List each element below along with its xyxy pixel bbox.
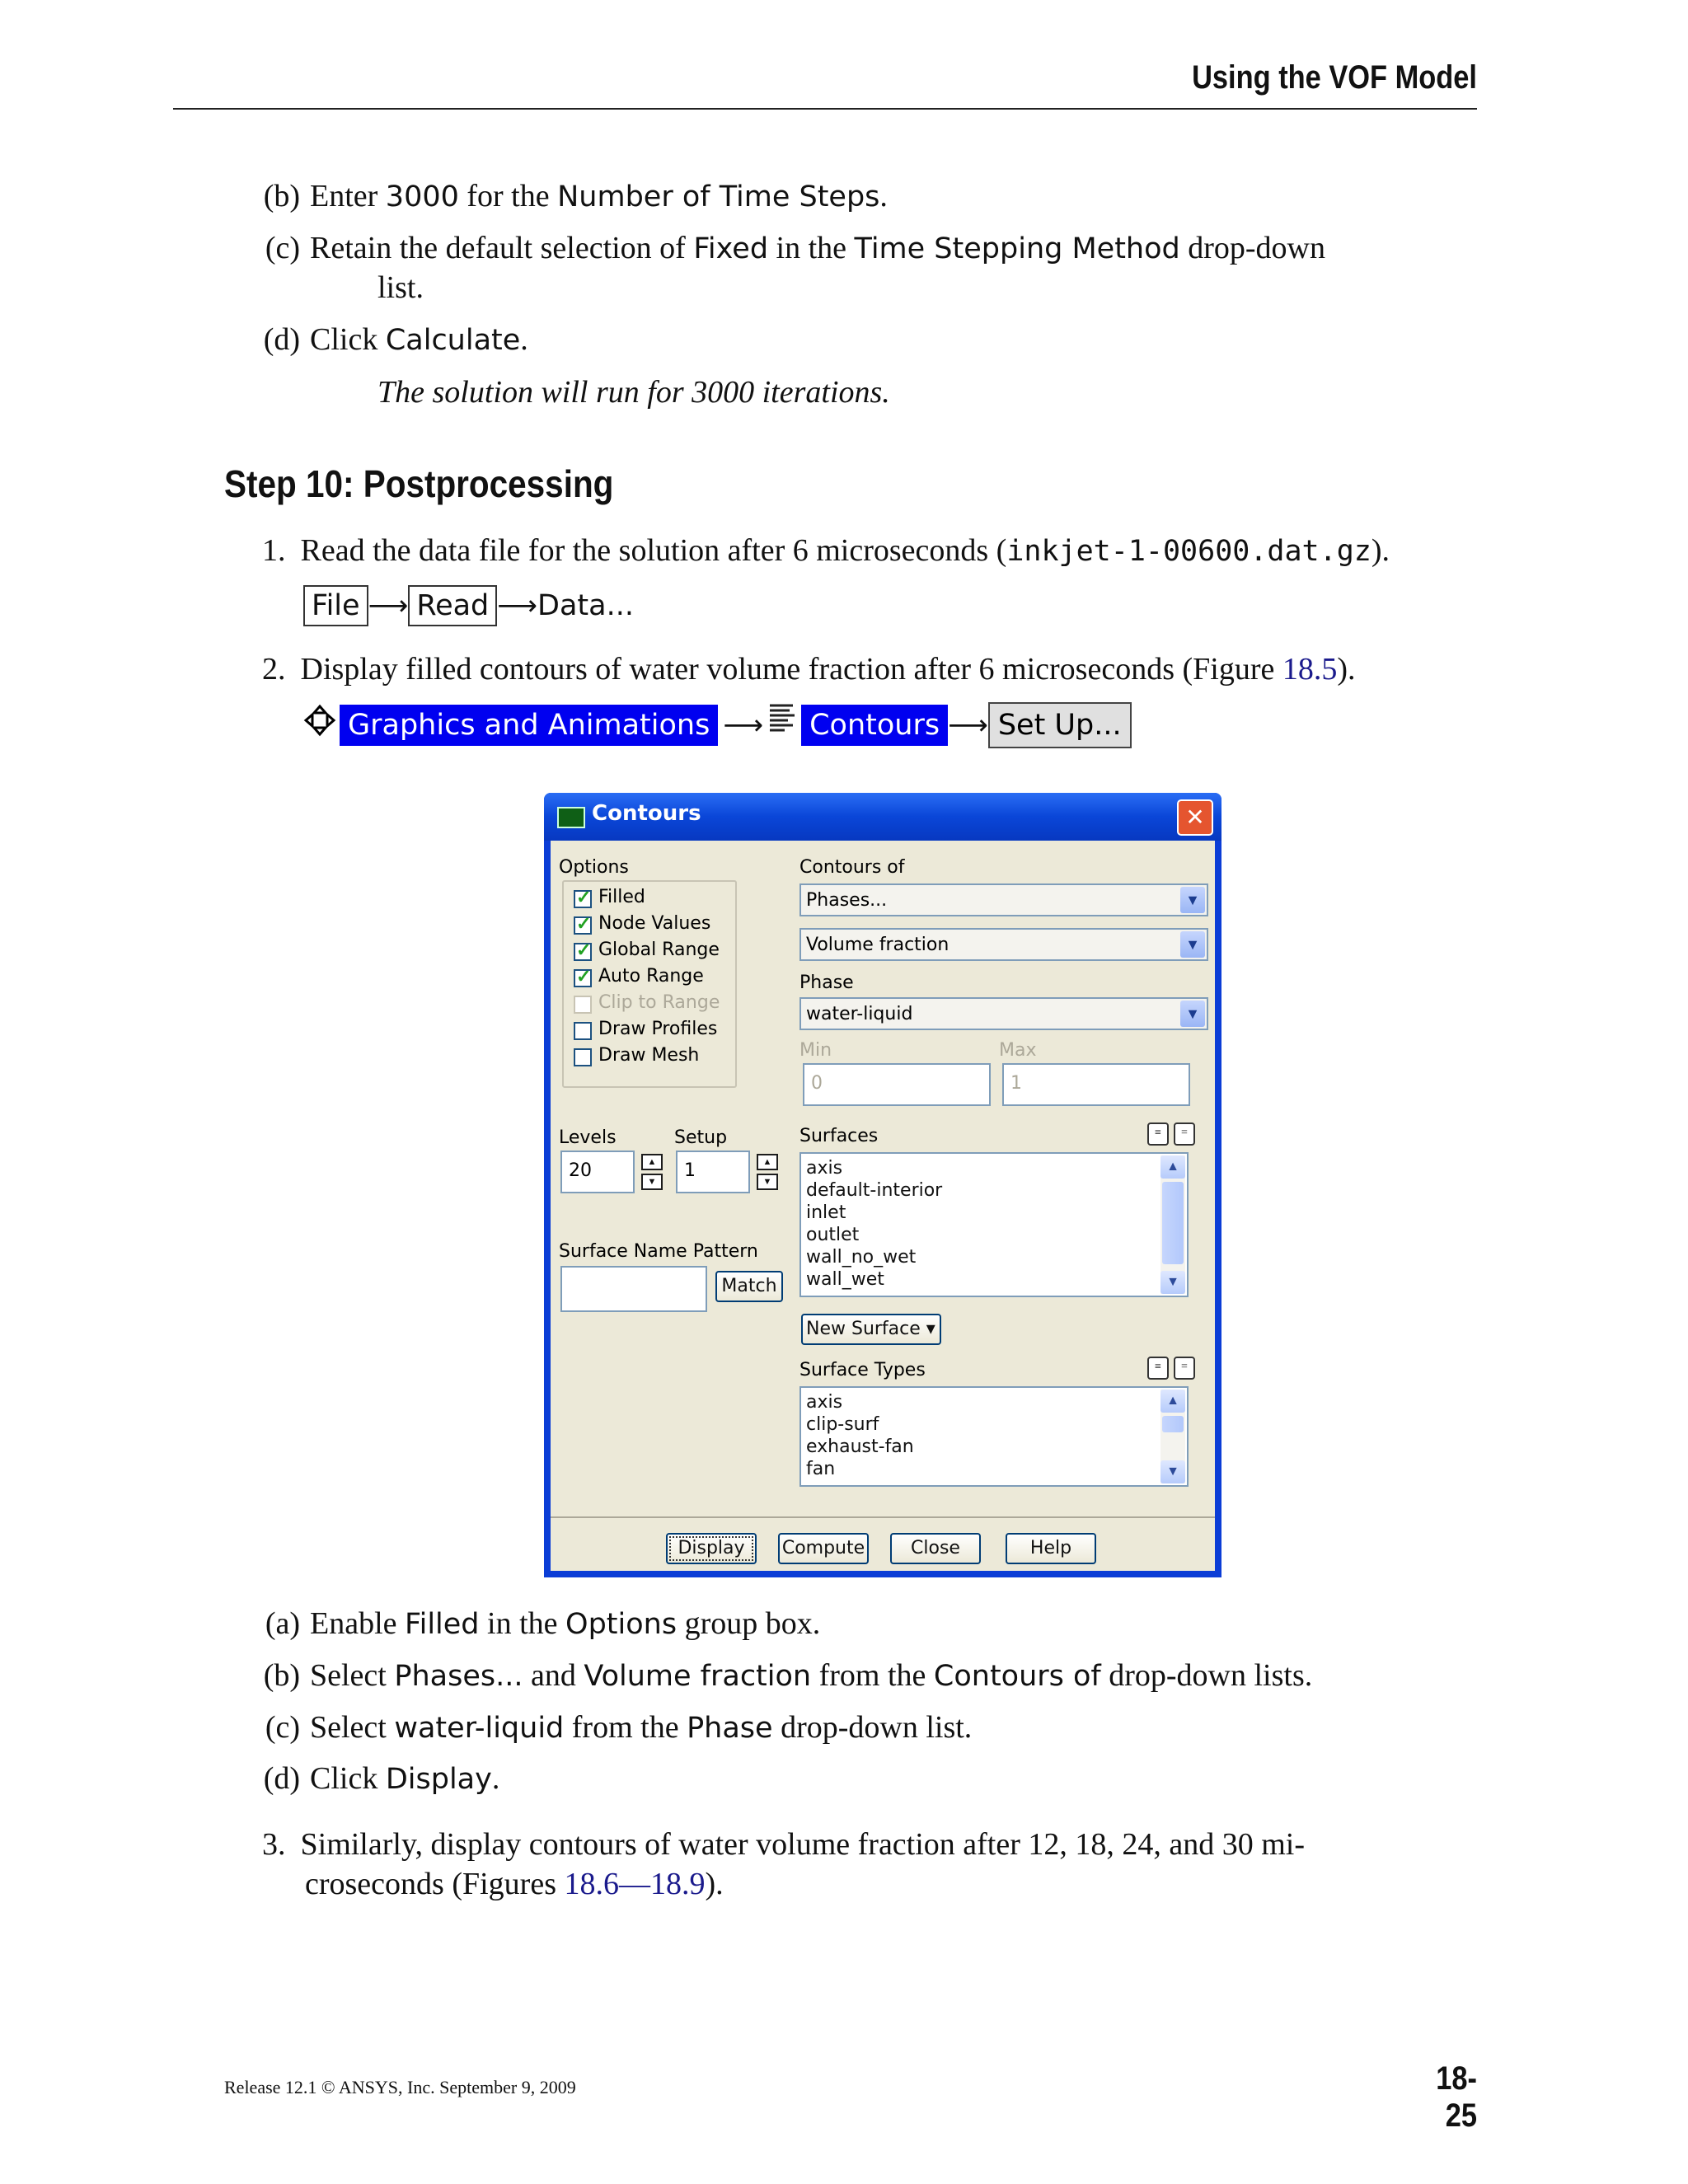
gui-term: Contours of bbox=[933, 1660, 1101, 1693]
close-icon[interactable]: ✕ bbox=[1177, 799, 1213, 836]
phase-select[interactable]: water-liquid ▼ bbox=[799, 997, 1208, 1030]
checkbox-global-range[interactable]: ✓ Global Range bbox=[574, 943, 592, 961]
surface-types-scrollbar[interactable] bbox=[1160, 1390, 1185, 1483]
contours-of-label: Contours of bbox=[799, 857, 905, 878]
scrollbar-thumb[interactable] bbox=[1162, 1416, 1184, 1432]
item-number: 3. bbox=[262, 1827, 286, 1862]
setup-increment-button[interactable]: ▲ bbox=[757, 1154, 778, 1170]
chevron-down-icon[interactable]: ▼ bbox=[1160, 1460, 1185, 1483]
help-button[interactable]: Help bbox=[1006, 1533, 1096, 1564]
contours-dialog bbox=[544, 793, 1221, 1577]
list-item[interactable]: wall_wet bbox=[806, 1269, 884, 1290]
gui-term: Volume fraction bbox=[584, 1660, 812, 1693]
levels-increment-button[interactable]: ▲ bbox=[641, 1154, 663, 1170]
arrow: ⟶ bbox=[497, 589, 538, 622]
step-c-retain-fixed: (c) Retain the default selection of Fixed in the Time Stepping Method drop-down bbox=[310, 228, 1477, 269]
contours-button[interactable]: Contours bbox=[801, 705, 948, 746]
gui-term: Display bbox=[385, 1763, 492, 1796]
step-b-enter-time-steps: (b) Enter 3000 for the Number of Time Steps. bbox=[310, 176, 888, 217]
deselect-all-icon[interactable]: = bbox=[1174, 1122, 1195, 1146]
min-label: Min bbox=[799, 1040, 832, 1061]
gui-term: Number of Time Steps bbox=[557, 180, 880, 213]
menu-path-file-read bbox=[303, 585, 634, 626]
chevron-down-icon[interactable]: ▼ bbox=[1180, 931, 1205, 958]
arrow: ⟶ bbox=[368, 589, 409, 622]
surface-name-pattern-label: Surface Name Pattern bbox=[559, 1241, 758, 1262]
gui-term: Fixed bbox=[693, 232, 769, 265]
item-1-read-data: 1. Read the data file for the solution after 6 microseconds (inkjet-1-00600.dat.gz). bbox=[262, 533, 1390, 568]
nav-path-contours-setup bbox=[303, 702, 1132, 748]
chevron-up-icon[interactable]: ▲ bbox=[1160, 1155, 1185, 1179]
item-2-display-contours: 2. Display filled contours of water volume fraction after 6 microseconds (Figure 18.5). bbox=[262, 652, 1356, 687]
compute-button[interactable]: Compute bbox=[778, 1533, 869, 1564]
chevron-down-icon[interactable]: ▼ bbox=[1160, 1271, 1185, 1294]
solution-note: The solution will run for 3000 iterations. bbox=[377, 375, 890, 410]
checkbox-node-values[interactable]: ✓ Node Values bbox=[574, 916, 592, 935]
move-arrows-icon bbox=[303, 702, 340, 741]
step-label: (b) bbox=[263, 1658, 300, 1693]
dialog-title: Contours bbox=[592, 801, 701, 826]
contours-of-category-select[interactable]: Phases... ▼ bbox=[799, 883, 1208, 916]
step-b-select-phases: (b) Select Phases... and Volume fraction from the Contours of drop-down lists. bbox=[310, 1656, 1312, 1696]
list-item[interactable]: axis bbox=[806, 1392, 843, 1413]
close-button[interactable]: Close bbox=[890, 1533, 981, 1564]
setup-input[interactable]: 1 bbox=[676, 1151, 750, 1193]
set-up-button[interactable]: Set Up... bbox=[988, 702, 1132, 748]
step-label: (c) bbox=[265, 1710, 300, 1745]
step-d-click-calculate: (d) Click Calculate. bbox=[310, 320, 528, 360]
checkbox-box[interactable] bbox=[574, 943, 592, 961]
new-surface-dropdown-button[interactable]: New Surface ▾ bbox=[801, 1314, 941, 1345]
surface-name-pattern-input[interactable] bbox=[560, 1266, 707, 1312]
display-button[interactable]: Display bbox=[666, 1533, 757, 1564]
select-all-icon[interactable]: ≡ bbox=[1147, 1357, 1169, 1380]
list-item[interactable]: fan bbox=[806, 1459, 836, 1479]
step-label: (b) bbox=[263, 179, 300, 213]
scrollbar-thumb[interactable] bbox=[1162, 1182, 1184, 1264]
fluent-app-icon bbox=[557, 807, 585, 828]
button-row-separator bbox=[551, 1516, 1215, 1518]
list-item[interactable]: default-interior bbox=[806, 1180, 943, 1201]
step-label: (d) bbox=[263, 322, 300, 357]
menu-read[interactable]: Read bbox=[408, 585, 497, 626]
data-filename: inkjet-1-00600.dat.gz bbox=[1006, 535, 1372, 568]
gui-term: Calculate bbox=[385, 324, 521, 357]
step-label: (d) bbox=[263, 1761, 300, 1796]
list-item[interactable]: outlet bbox=[806, 1225, 860, 1245]
gui-term: Phases... bbox=[394, 1660, 523, 1693]
checkbox-filled[interactable]: ✓ Filled bbox=[574, 890, 592, 908]
item-3-continuation: croseconds (Figures 18.6—18.9). bbox=[305, 1867, 724, 1901]
menu-data[interactable]: Data... bbox=[537, 589, 634, 622]
surfaces-label: Surfaces bbox=[799, 1126, 879, 1146]
list-item[interactable]: inlet bbox=[806, 1202, 846, 1223]
item-number: 2. bbox=[262, 652, 286, 687]
step-label: (c) bbox=[265, 231, 300, 265]
setup-label: Setup bbox=[674, 1127, 728, 1148]
contours-of-quantity-select[interactable]: Volume fraction ▼ bbox=[799, 928, 1208, 961]
graphics-and-animations-button[interactable]: Graphics and Animations bbox=[340, 705, 718, 746]
checkbox-box[interactable] bbox=[574, 969, 592, 987]
gui-term: Filled bbox=[405, 1608, 480, 1641]
surfaces-listbox[interactable] bbox=[799, 1152, 1189, 1297]
step-c-continuation: list. bbox=[377, 270, 424, 305]
checkbox-box[interactable] bbox=[574, 890, 592, 908]
chevron-down-icon[interactable]: ▼ bbox=[1180, 1001, 1205, 1027]
arrow: ⟶ bbox=[723, 709, 764, 742]
step-d-click-display: (d) Click Display. bbox=[310, 1759, 499, 1799]
step-label: (a) bbox=[265, 1606, 300, 1641]
checkbox-box[interactable] bbox=[574, 1048, 592, 1066]
surface-types-label: Surface Types bbox=[799, 1360, 926, 1380]
footer-release: Release 12.1 © ANSYS, Inc. September 9, 2009 bbox=[224, 2077, 576, 2097]
checkbox-box bbox=[574, 996, 592, 1014]
checkbox-box[interactable] bbox=[574, 916, 592, 935]
phase-label: Phase bbox=[799, 972, 854, 993]
checkbox-auto-range[interactable]: ✓ Auto Range bbox=[574, 969, 592, 987]
contours-icon bbox=[768, 702, 801, 739]
surfaces-scrollbar[interactable] bbox=[1160, 1155, 1185, 1294]
min-field: 0 bbox=[803, 1063, 991, 1106]
select-all-icon[interactable]: ≡ bbox=[1147, 1122, 1169, 1146]
header-rule bbox=[173, 108, 1477, 110]
surface-types-listbox[interactable] bbox=[799, 1386, 1189, 1487]
figure-link[interactable]: 18.6—18.9 bbox=[564, 1867, 706, 1901]
gui-term: water-liquid bbox=[394, 1712, 565, 1745]
figure-link[interactable]: 18.5 bbox=[1282, 652, 1338, 687]
dialog-titlebar[interactable] bbox=[544, 793, 1221, 841]
levels-input[interactable]: 20 bbox=[560, 1151, 635, 1193]
item-3-similar-contours: 3. Similarly, display contours of water volume fraction after 12, 18, 24, and 30 mi- bbox=[262, 1827, 1306, 1862]
checkbox-draw-mesh[interactable]: Draw Mesh bbox=[574, 1048, 592, 1066]
levels-decrement-button[interactable]: ▼ bbox=[641, 1174, 663, 1190]
deselect-all-icon[interactable]: = bbox=[1174, 1357, 1195, 1380]
step-a-enable-filled: (a) Enable Filled in the Options group box. bbox=[310, 1604, 820, 1644]
menu-file[interactable]: File bbox=[303, 585, 368, 626]
gui-term: Phase bbox=[687, 1712, 773, 1745]
step-c-select-water-liquid: (c) Select water-liquid from the Phase drop-down list. bbox=[310, 1708, 972, 1748]
chevron-up-icon[interactable]: ▲ bbox=[1160, 1390, 1185, 1413]
dialog-client-area bbox=[551, 841, 1215, 1571]
running-header: Using the VOF Model bbox=[1192, 59, 1477, 96]
list-item[interactable]: wall_no_wet bbox=[806, 1247, 917, 1268]
list-item[interactable]: clip-surf bbox=[806, 1414, 879, 1435]
max-label: Max bbox=[999, 1040, 1037, 1061]
list-item[interactable]: axis bbox=[806, 1158, 843, 1179]
gui-term: Options bbox=[565, 1608, 678, 1641]
section-heading: Step 10: Postprocessing bbox=[224, 462, 614, 505]
list-item[interactable]: exhaust-fan bbox=[806, 1436, 914, 1457]
checkbox-box[interactable] bbox=[574, 1022, 592, 1040]
checkbox-draw-profiles[interactable]: Draw Profiles bbox=[574, 1022, 592, 1040]
chevron-down-icon[interactable]: ▼ bbox=[1180, 887, 1205, 913]
options-label: Options bbox=[559, 857, 629, 878]
item-number: 1. bbox=[262, 533, 286, 568]
match-button[interactable]: Match bbox=[715, 1271, 783, 1302]
gui-term: Time Stepping Method bbox=[854, 232, 1180, 265]
page-number: 18-25 bbox=[1436, 2060, 1477, 2134]
setup-decrement-button[interactable]: ▼ bbox=[757, 1174, 778, 1190]
max-field: 1 bbox=[1002, 1063, 1190, 1106]
checkbox-clip-to-range: Clip to Range bbox=[574, 996, 592, 1014]
levels-label: Levels bbox=[559, 1127, 617, 1148]
arrow: ⟶ bbox=[948, 709, 988, 742]
